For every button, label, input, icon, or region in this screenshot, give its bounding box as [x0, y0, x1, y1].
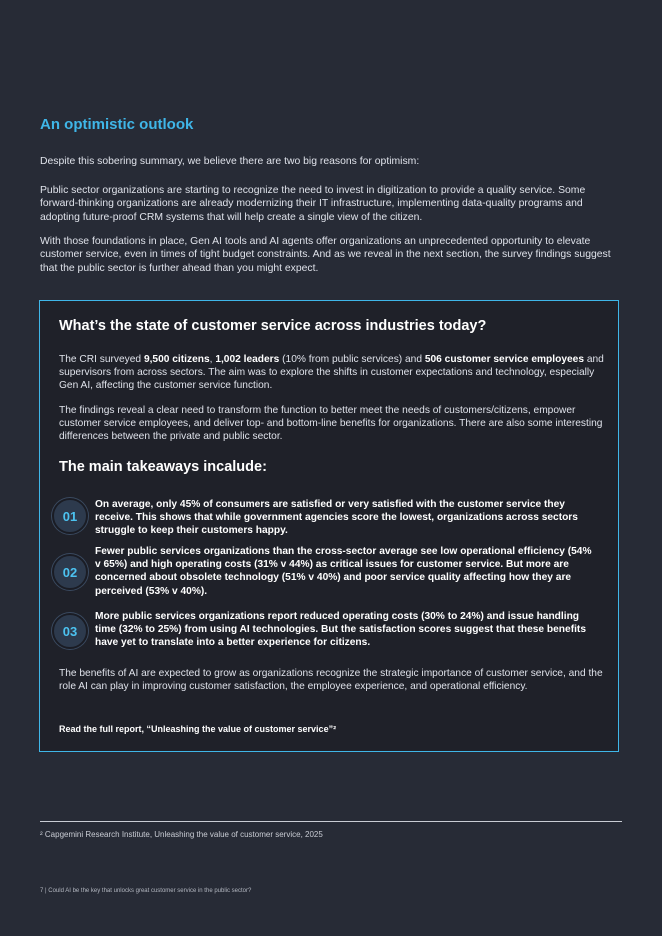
number-badge: 01	[52, 498, 88, 534]
text-segment: ,	[209, 354, 216, 365]
leaders-count: 1,002 leaders	[215, 354, 280, 365]
footnote-divider	[40, 821, 622, 822]
callout-findings-paragraph: The findings reveal a clear need to transform the function to better meet the needs of customers/citizens, empower customer service employees, and deliver top- and bottom-line benefits for organizations. There are also some interesting differences between the private and public sector.	[59, 405, 603, 443]
citizens-count: 9,500 citizens	[143, 354, 210, 365]
page-footer: 7 | Could AI be the key that unlocks great customer service in the public sector?	[40, 888, 252, 894]
survey-callout-box	[39, 300, 619, 752]
body-paragraph-2: With those foundations in place, Gen AI tools and AI agents offer organizations an unprecedented opportunity to elevate customer service, even in times of tight budget constraints. And as we reveal in the next section, the survey findings suggest that the public sector is further ahead than you might expect.	[40, 236, 611, 274]
text-segment: and supervisors from across sectors. The aim was to explore the shifts in customer expectations and technology, especially Gen AI, affecting the customer service function.	[59, 354, 604, 392]
text-segment: The CRI surveyed	[59, 354, 144, 365]
takeaway-text: On average, only 45% of consumers are satisfied or very satisfied with the customer service they receive. This shows that while government agencies score the lowest, organizations across sectors struggle to keep their customers happy.	[95, 499, 578, 537]
employees-count: 506 customer service employees	[424, 354, 584, 365]
intro-paragraph: Despite this sobering summary, we believe there are two big reasons for optimism:	[40, 156, 420, 167]
takeaways-title: The main takeaways incalude:	[59, 459, 267, 475]
callout-benefits-paragraph: The benefits of AI are expected to grow as organizations recognize the strategic importance of customer service, and the role AI can play in improving customer satisfaction, the employee experience, and operational efficiency.	[59, 668, 603, 693]
callout-title: What’s the state of customer service across industries today?	[59, 318, 487, 334]
callout-survey-paragraph	[59, 353, 604, 393]
takeaway-text: Fewer public services organizations than the cross-sector average see low operational efficiency (54% v 65%) and high operating costs (31% v 44%) as critical issues for customer service. But more are concerned about obsolete technology (51% v 40%) and poor service quality affecting how they are perceived (53% v 40%).	[95, 546, 592, 597]
body-paragraph-1: Public sector organizations are starting to recognize the need to invest in digitization to provide a quality service. Some forward-thinking organizations are already modernizing their IT infrastructure, implementing data-quality programs and adopting future-proof CRM systems that will help create a single view of the citizen.	[40, 185, 586, 223]
text-segment: (10% from public services) and	[279, 354, 425, 365]
footnote: ² Capgemini Research Institute, Unleashing the value of customer service, 2025	[40, 830, 323, 839]
number-badge: 03	[52, 613, 88, 649]
read-full-report-link[interactable]: Read the full report, “Unleashing the value of customer service”²	[59, 724, 337, 734]
number-badge: 02	[52, 554, 88, 590]
takeaway-text: More public services organizations report reduced operating costs (30% to 24%) and issue handling time (32% to 25%) from using AI technologies. But the satisfaction scores suggest that these benefits have yet to translate into a better experience for citizens.	[95, 611, 586, 649]
section-title: An optimistic outlook	[40, 116, 194, 133]
